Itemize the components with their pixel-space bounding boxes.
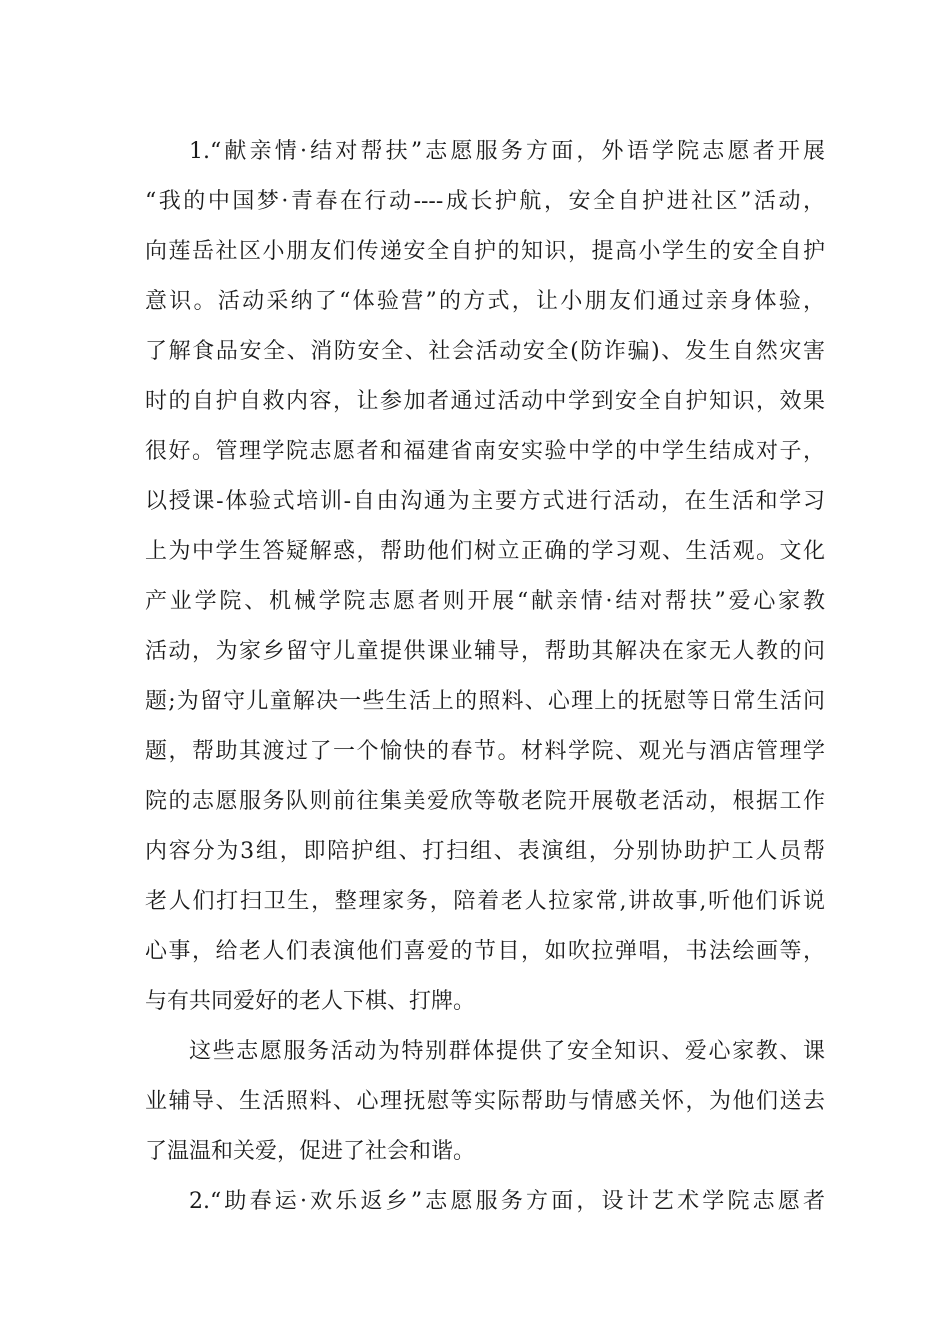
paragraph-1-line-7: 很好。管理学院志愿者和福建省南安实验中学的中学生结成对子，: [145, 439, 825, 464]
paragraph-2-line-3: 了温温和关爱，促进了社会和谐。: [145, 1139, 476, 1164]
paragraph-1-line-11: 活动，为家乡留守儿童提供课业辅导，帮助其解决在家无人教的问: [145, 639, 825, 664]
paragraph-2-line-1: 这些志愿服务活动为特别群体提供了安全知识、爱心家教、课: [189, 1039, 825, 1064]
paragraph-1-line-18: 与有共同爱好的老人下棋、打牌。: [145, 989, 476, 1014]
paragraph-2-line-2: 业辅导、生活照料、心理抚慰等实际帮助与情感关怀，为他们送去: [145, 1089, 825, 1114]
paragraph-1-line-16: 老人们打扫卫生，整理家务，陪着老人拉家常,讲故事,听他们诉说: [145, 889, 825, 914]
paragraph-1-line-4: 意识。活动采纳了“体验营”的方式，让小朋友们通过亲身体验，: [145, 289, 825, 314]
paragraph-1-line-1: 1.“献亲情·结对帮扶”志愿服务方面，外语学院志愿者开展: [189, 139, 825, 164]
paragraph-1-line-5: 了解食品安全、消防安全、社会活动安全(防诈骗)、发生自然灾害: [145, 339, 825, 364]
paragraph-1-line-13: 题，帮助其渡过了一个愉快的春节。材料学院、观光与酒店管理学: [145, 739, 825, 764]
paragraph-1-line-8: 以授课-体验式培训-自由沟通为主要方式进行活动，在生活和学习: [145, 489, 825, 514]
paragraph-1-line-3: 向莲岳社区小朋友们传递安全自护的知识，提高小学生的安全自护: [145, 239, 825, 264]
paragraph-1-line-14: 院的志愿服务队则前往集美爱欣等敬老院开展敬老活动，根据工作: [145, 789, 825, 814]
paragraph-1-line-2: “我的中国梦·青春在行动----成长护航，安全自护进社区”活动，: [145, 189, 825, 214]
paragraph-3-line-1: 2.“助春运·欢乐返乡”志愿服务方面，设计艺术学院志愿者: [189, 1189, 825, 1214]
paragraph-1-line-6: 时的自护自救内容，让参加者通过活动中学到安全自护知识，效果: [145, 389, 825, 414]
paragraph-1-line-12: 题;为留守儿童解决一些生活上的照料、心理上的抚慰等日常生活问: [145, 689, 825, 714]
paragraph-1-line-9: 上为中学生答疑解惑，帮助他们树立正确的学习观、生活观。文化: [145, 539, 825, 564]
paragraph-1-line-10: 产业学院、机械学院志愿者则开展“献亲情·结对帮扶”爱心家教: [145, 589, 825, 614]
paragraph-1-line-15: 内容分为3组，即陪护组、打扫组、表演组，分别协助护工人员帮: [145, 839, 825, 864]
paragraph-1-line-17: 心事，给老人们表演他们喜爱的节目，如吹拉弹唱，书法绘画等，: [145, 939, 825, 964]
